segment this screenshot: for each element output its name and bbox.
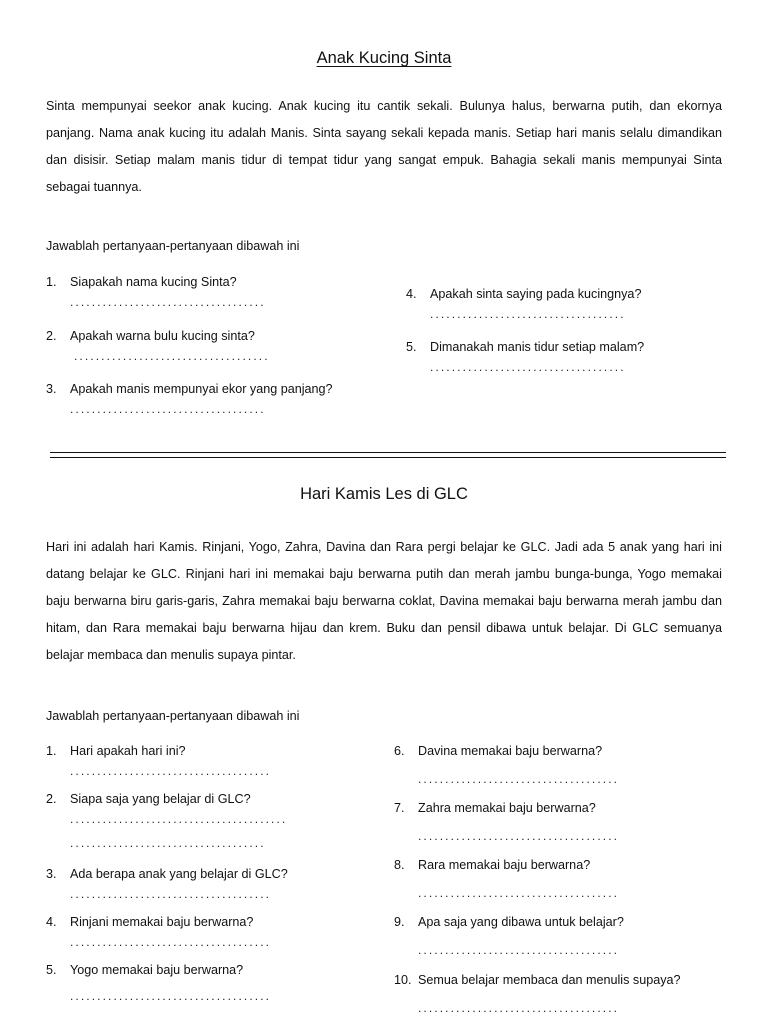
question-number: 2. xyxy=(46,792,57,806)
question-number: 8. xyxy=(394,858,405,872)
question-number: 9. xyxy=(394,915,405,929)
question-number: 4. xyxy=(46,915,57,929)
question-number: 10. xyxy=(394,973,412,987)
story1-instruction: Jawablah pertanyaan-pertanyaan dibawah ini xyxy=(46,239,300,253)
answer-line[interactable]: ..................................... xyxy=(418,943,620,957)
divider-line-bottom xyxy=(50,457,726,458)
answer-line[interactable]: ..................................... xyxy=(70,887,272,901)
answer-line[interactable]: ..................................... xyxy=(70,989,272,1003)
question-number: 2. xyxy=(46,329,57,343)
answer-line[interactable]: ..................................... xyxy=(418,886,620,900)
divider-line-top xyxy=(50,452,726,453)
question-text: Apakah sinta saying pada kucingnya? xyxy=(430,287,642,301)
story2-title: Hari Kamis Les di GLC xyxy=(300,485,468,503)
question-text: Rara memakai baju berwarna? xyxy=(418,858,591,872)
answer-line[interactable]: .................................... xyxy=(70,402,266,416)
answer-line[interactable]: .................................... xyxy=(70,295,266,309)
question-number: 3. xyxy=(46,382,57,396)
question-text: Dimanakah manis tidur setiap malam? xyxy=(430,340,645,354)
question-text: Siapa saja yang belajar di GLC? xyxy=(70,792,251,806)
question-number: 5. xyxy=(46,963,57,977)
story1-title: Anak Kucing Sinta xyxy=(316,49,452,67)
question-text: Hari apakah hari ini? xyxy=(70,744,186,758)
answer-line[interactable]: ..................................... xyxy=(418,1001,620,1015)
question-number: 5. xyxy=(406,340,417,354)
answer-line[interactable]: .................................... xyxy=(430,307,626,321)
question-text: Apa saja yang dibawa untuk belajar? xyxy=(418,915,624,929)
story1-paragraph: Sinta mempunyai seekor anak kucing. Anak kucing itu cantik sekali. Bulunya halus, berwarna putih, dan ekornya panjang. Nama anak kucing itu adalah Manis. Sinta sayang sekali kepada manis. Setiap hari manis selalu dimandikan dan disisir. Setiap malam manis tidur di tempat tidur yang sangat empuk. Bahagia sekali manis mempunyai Sinta sebagai tuannya. xyxy=(46,99,722,194)
story2-paragraph: Hari ini adalah hari Kamis. Rinjani, Yogo, Zahra, Davina dan Rara pergi belajar ke GLC. Jadi ada 5 anak yang hari ini datang belajar ke GLC. Rinjani hari ini memakai baju berwarna putih dan merah jambu bunga-bunga, Yogo memakai baju berwarna biru garis-garis, Zahra memakai baju berwarna coklat, Davina memakai baju berwarna merah jambu dan hitam, dan Rara memakai baju berwarna hijau dan krem. Buku dan pensil dibawa untuk belajar. Di GLC semuanya belajar membaca dan menulis supaya pintar. xyxy=(46,540,722,662)
question-text: Apakah warna bulu kucing sinta? xyxy=(70,329,255,343)
answer-line[interactable]: ..................................... xyxy=(70,764,272,778)
answer-line[interactable]: .................................... xyxy=(74,349,270,363)
answer-line[interactable]: ..................................... xyxy=(418,772,620,786)
question-number: 3. xyxy=(46,867,57,881)
question-number: 1. xyxy=(46,275,57,289)
question-text: Apakah manis mempunyai ekor yang panjang? xyxy=(70,382,333,396)
question-number: 4. xyxy=(406,287,417,301)
answer-line[interactable]: ..................................... xyxy=(418,829,620,843)
answer-line-2[interactable]: .................................... xyxy=(70,836,266,850)
answer-line[interactable]: ........................................ xyxy=(70,812,288,826)
question-text: Semua belajar membaca dan menulis supaya? xyxy=(418,973,681,987)
question-text: Zahra memakai baju berwarna? xyxy=(418,801,596,815)
question-text: Siapakah nama kucing Sinta? xyxy=(70,275,237,289)
question-number: 7. xyxy=(394,801,405,815)
answer-line[interactable]: ..................................... xyxy=(70,935,272,949)
question-text: Ada berapa anak yang belajar di GLC? xyxy=(70,867,288,881)
question-number: 6. xyxy=(394,744,405,758)
question-number: 1. xyxy=(46,744,57,758)
question-text: Rinjani memakai baju berwarna? xyxy=(70,915,254,929)
question-text: Yogo memakai baju berwarna? xyxy=(70,963,244,977)
story2-instruction: Jawablah pertanyaan-pertanyaan dibawah ini xyxy=(46,709,300,723)
question-text: Davina memakai baju berwarna? xyxy=(418,744,603,758)
answer-line[interactable]: .................................... xyxy=(430,360,626,374)
